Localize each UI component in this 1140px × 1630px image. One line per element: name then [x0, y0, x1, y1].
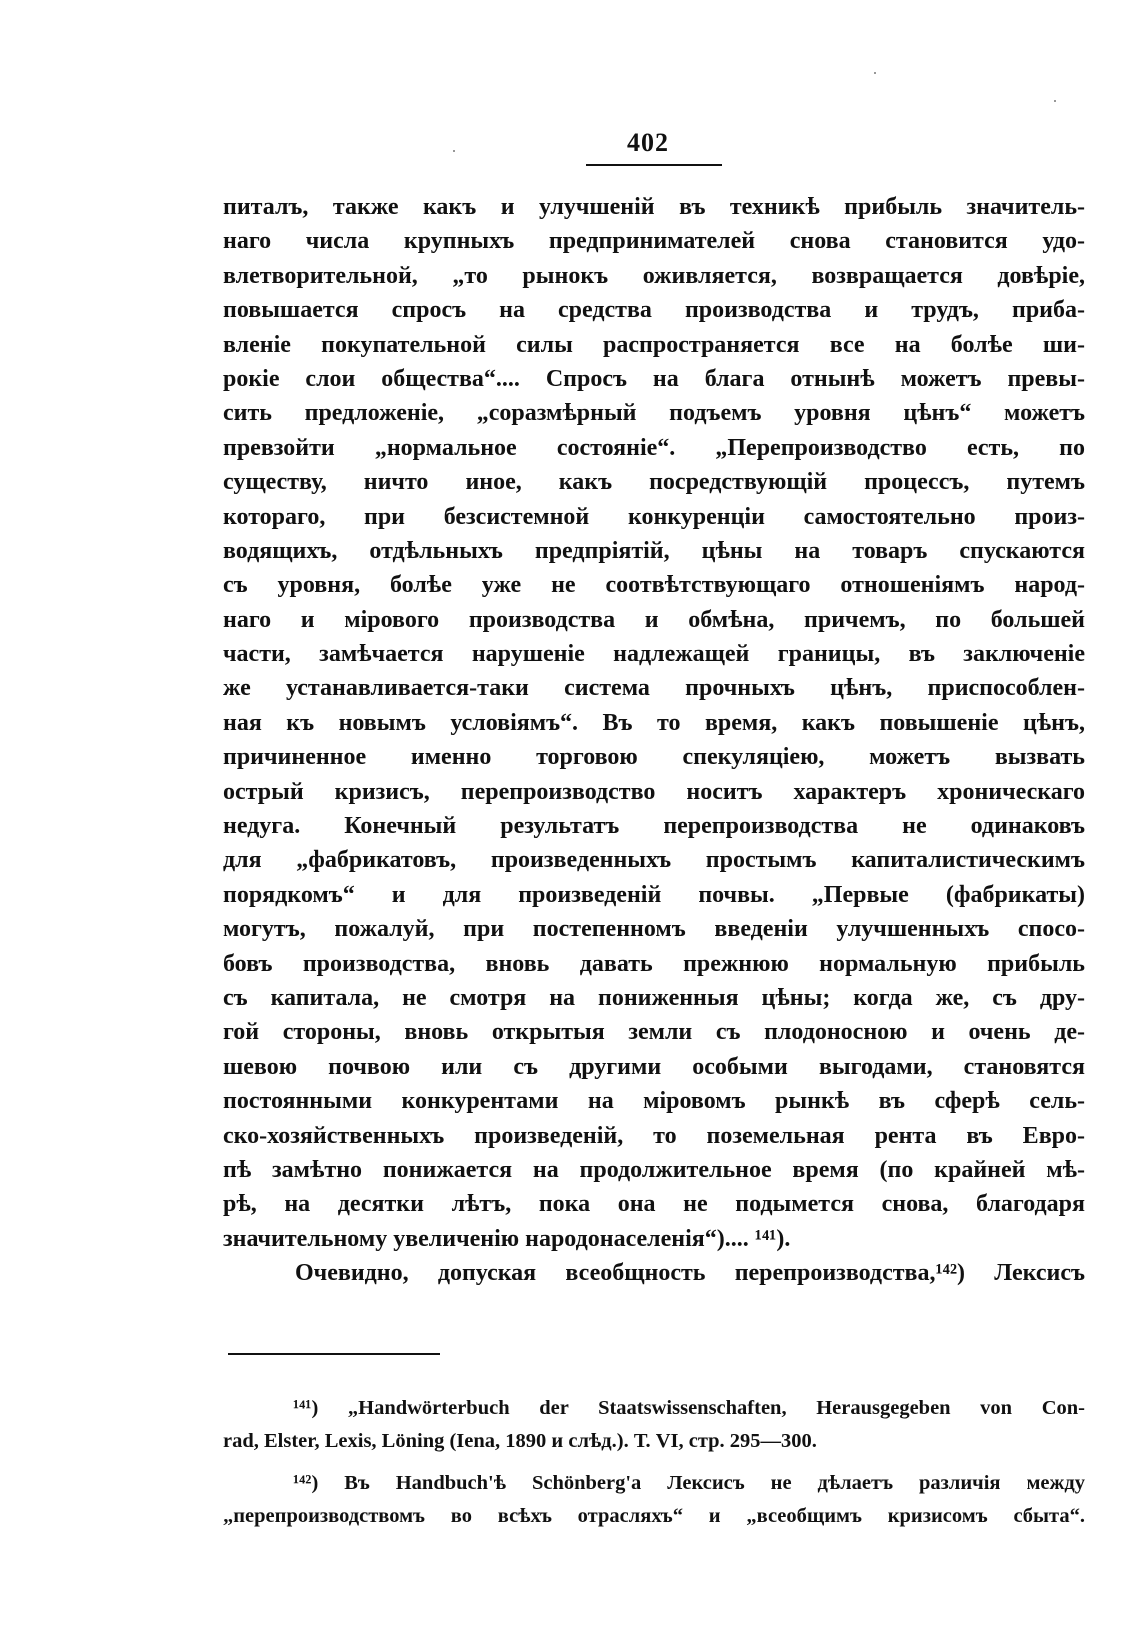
paragraph-end-line: значительному увеличенiю народонаселенiя“).... ¹⁴¹).: [223, 1225, 791, 1252]
text-line: питалъ, также какъ и улучшенiй въ техникѣ прибыль значитель-: [223, 194, 1085, 220]
text-line: существу, ничто иное, какъ посредствующiй процессъ, путемъ: [223, 469, 1085, 496]
text-line: бовъ производства, вновь давать прежнюю нормальную прибыль: [223, 950, 1085, 977]
footnotes: [223, 1392, 1085, 1533]
text-line: съ капитала, не смотря на пониженныя цѣны; когда же, съ дру-: [223, 984, 1085, 1011]
text-line: наго и мiрового производства и обмѣна, причемъ, по большей: [223, 606, 1085, 633]
text-line: наго числа крупныхъ предпринимателей снова становится удо-: [223, 228, 1085, 255]
text-line: постоянными конкурентами на мiровомъ рынкѣ въ сферѣ сель-: [223, 1088, 1085, 1115]
text-line: части, замѣчается нарушенiе надлежащей границы, въ заключенiе: [223, 641, 1085, 668]
footnote-141-line: ¹⁴¹) „Handwörterbuch der Staatswissenschaften, Herausgegeben von Con-: [293, 1397, 1085, 1419]
text-line: вленiе покупательной силы распространяется все на болѣе ши-: [223, 331, 1085, 358]
text-line: съ уровня, болѣе уже не соотвѣтствующаго отношенiямъ народ-: [223, 572, 1085, 599]
text-line: котораго, при безсистемной конкуренцiи самостоятельно произ-: [223, 503, 1085, 530]
text-line: могутъ, пожалуй, при постепенномъ введенiи улучшенныхъ спосо-: [223, 916, 1085, 943]
text-line: порядкомъ“ и для произведенiй почвы. „Первые (фабрикаты): [223, 881, 1085, 908]
page-number: 402: [627, 128, 669, 157]
scan-speck: [874, 72, 876, 74]
text-line: недуга. Конечный результатъ перепроизводства не одинаковъ: [223, 813, 1085, 840]
text-line: острый кризисъ, перепроизводство носитъ характеръ хроническаго: [223, 778, 1085, 805]
text-line: водящихъ, отдѣльныхъ предпрiятiй, цѣны на товаръ спускаются: [223, 537, 1085, 564]
text-line: причиненное именно торговою спекуляцiею, можетъ вызвать: [223, 744, 1085, 771]
text-line: рѣ, на десятки лѣтъ, пока она не подымется снова, благодаря: [223, 1191, 1085, 1218]
footnote-142-line: ¹⁴²) Въ Handbuch'ѣ Schönberg'а Лексисъ не дѣлаетъ различiя между: [293, 1472, 1085, 1494]
main-text: [223, 190, 1085, 1291]
page-number-rule: [586, 164, 722, 166]
text-line: влетворительной, „то рынокъ оживляется, возвращается довѣрiе,: [223, 262, 1085, 289]
text-line: превзойти „нормальное состоянiе“. „Перепроизводство есть, по: [223, 434, 1085, 461]
footnote-141-line: rad, Elster, Lexis, Löning (Iena, 1890 и слѣд.). Т. VI, стр. 295—300.: [223, 1430, 817, 1452]
paragraph-start-line: Очевидно, допуская всеобщность перепроизводства,¹⁴²) Лексисъ: [295, 1260, 1085, 1287]
text-line: сить предложенiе, „соразмѣрный подъемъ уровня цѣнъ“ можетъ: [223, 400, 1085, 427]
scan-speck: [1054, 100, 1056, 102]
text-line: ная къ новымъ условiямъ“. Въ то время, какъ повышенiе цѣнъ,: [223, 709, 1085, 736]
text-line: пѣ замѣтно понижается на продолжительное время (по крайней мѣ-: [223, 1156, 1085, 1183]
text-line: же устанавливается-таки система прочныхъ цѣнъ, приспособлен-: [223, 675, 1085, 702]
text-line: гой стороны, вновь открытыя земли съ плодоносною и очень де-: [223, 1019, 1085, 1046]
footnote-separator: [228, 1353, 440, 1355]
text-line: рокiе слои общества“.... Спросъ на блага отнынѣ можетъ превы-: [223, 365, 1085, 392]
text-line: шевою почвою или съ другими особыми выгодами, становятся: [223, 1053, 1085, 1080]
text-line: для „фабрикатовъ, произведенныхъ простымъ капиталистическимъ: [223, 847, 1085, 874]
footnote-142-line: „перепроизводствомъ во всѣхъ отрасляхъ“ и „всеобщимъ кризисомъ сбыта“.: [223, 1505, 1085, 1527]
scan-speck: [453, 150, 455, 152]
text-line: ско-хозяйственныхъ произведенiй, то поземельная рента въ Евро-: [223, 1122, 1085, 1149]
text-line: повышается спросъ на средства производства и трудъ, приба-: [223, 297, 1085, 324]
